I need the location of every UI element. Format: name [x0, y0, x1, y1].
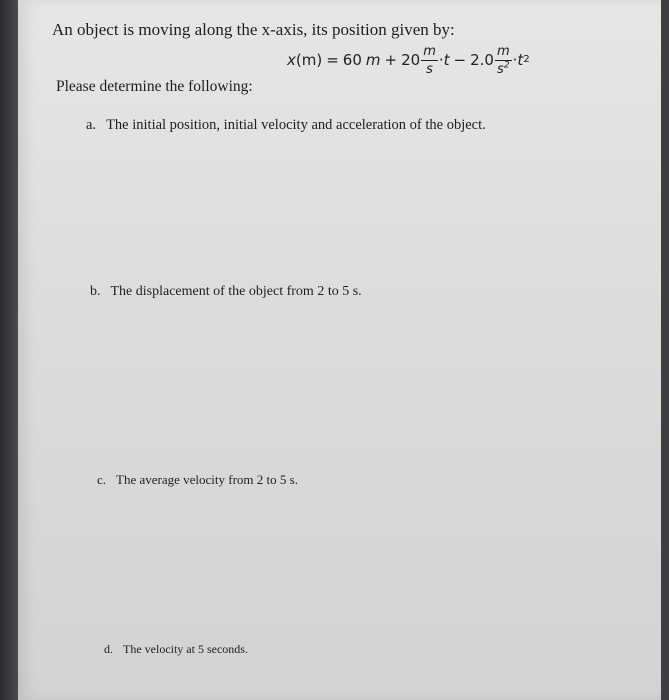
eq-dot-1: · — [438, 51, 444, 69]
eq-term3-unit-den-wrap — [495, 61, 512, 76]
eq-minus: − — [453, 51, 467, 69]
eq-term2-unit-fraction — [421, 45, 438, 76]
eq-term2-coef: 20 — [401, 51, 421, 69]
question-a — [86, 117, 486, 134]
eq-equals: = — [326, 51, 339, 69]
eq-dot-2: · — [512, 51, 518, 69]
paper-sheet — [18, 0, 661, 700]
desk-edge-right — [661, 0, 669, 700]
desk-edge-left — [0, 0, 18, 700]
eq-term3-unit-fraction — [495, 45, 512, 76]
eq-lhs-unit: (m) — [295, 51, 323, 69]
question-label: c. — [97, 472, 107, 487]
question-label: b. — [90, 284, 101, 299]
eq-term2-unit-num: m — [423, 43, 436, 59]
eq-term3-unit-num: m — [496, 43, 510, 59]
eq-term1-unit: m — [365, 51, 381, 69]
eq-plus: + — [384, 51, 398, 69]
question-b — [90, 284, 362, 300]
eq-lhs-var: x — [287, 51, 296, 69]
question-text: The initial position, initial velocity and acceleration of the object. — [106, 117, 486, 133]
question-label: d. — [104, 642, 113, 656]
eq-term3-unit-den-exp: 2 — [503, 60, 510, 71]
position-equation: x (m) = 60 m + 20 $\frac{m}{s}$ · t − 2.0 $\frac{m}{s^2}$ · t 2 — [287, 43, 530, 77]
question-c — [97, 472, 298, 488]
eq-term2-var: t — [443, 51, 450, 69]
problem-prompt: Please determine the following: — [56, 78, 253, 95]
question-d — [104, 642, 248, 657]
eq-term3-unit-den: s — [497, 61, 504, 77]
problem-intro: An object is moving along the x-axis, its position given by: — [52, 20, 455, 39]
eq-term1-coef: 60 — [342, 51, 362, 69]
eq-term3-coef: 2.0 — [470, 51, 494, 69]
question-text: The displacement of the object from 2 to 5 s. — [110, 284, 362, 299]
question-label: a. — [86, 117, 97, 133]
eq-term2-unit-den: s — [426, 61, 433, 77]
question-text: The velocity at 5 seconds. — [123, 642, 248, 656]
eq-term3-var: t — [517, 51, 524, 69]
question-text: The average velocity from 2 to 5 s. — [116, 472, 298, 487]
